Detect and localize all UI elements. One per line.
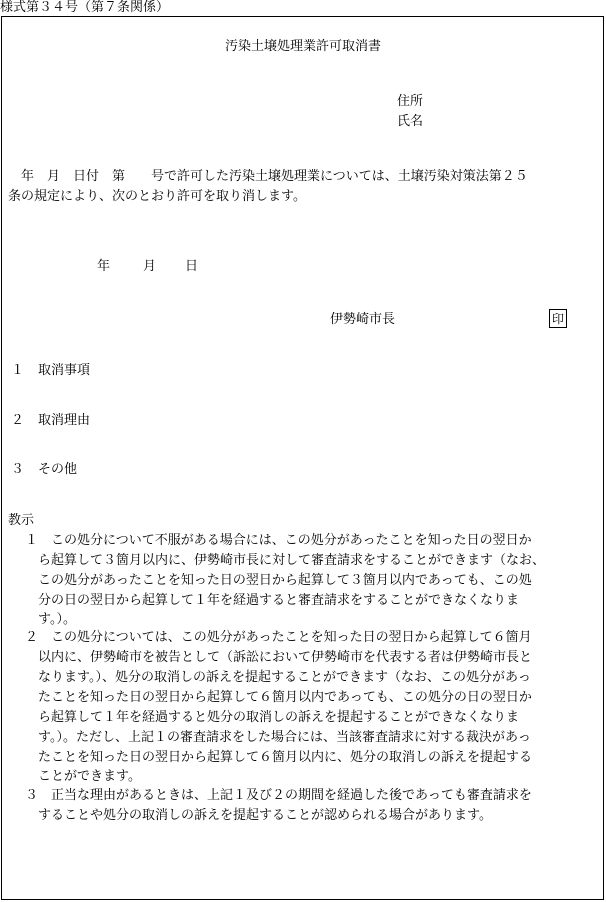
instruction-line: この処分があったことを知った日の翌日から起算して３箇月以内であっても、この処 — [38, 573, 532, 588]
instruction-line: ことができます。 — [38, 769, 141, 784]
instruction-line: たことを知った日の翌日から起算して６箇月以内に、処分の取消しの訴えを提起する — [38, 750, 533, 765]
instruction-line: なります。）、処分の取消しの訴えを提起することができます（なお、この処分があっ — [38, 670, 531, 685]
instruction-line: することや処分の取消しの訴えを提起することが認められる場合があります。 — [38, 808, 492, 823]
instruction-line: ２ この処分については、この処分があったことを知った日の翌日から起算して６箇月 — [25, 630, 532, 645]
item-number: ３ — [11, 462, 25, 477]
item-other — [11, 463, 77, 476]
item-number: ２ — [11, 413, 25, 428]
instruction-line: す。）。 — [38, 612, 76, 627]
instruction-line: 分の日の翌日から起算して１年を経過すると審査請求をすることができなくなりま — [38, 593, 520, 608]
item-label: その他 — [38, 462, 78, 477]
item-label: 取消理由 — [38, 413, 91, 428]
instruction-line: ３ 正当な理由があるときは、上記１及び２の期間を経過した後であっても審査請求を — [25, 788, 532, 803]
instruction-line: す。）。ただし、上記１の審査請求をした場合には、当該審査請求に対する裁決があっ — [38, 730, 531, 745]
body-text-line-2: 条の規定により、次のとおり許可を取り消します。 — [8, 189, 306, 204]
document-title: 汚染土壌処理業許可取消書 — [224, 39, 381, 54]
form-number: 様式第３４号（第７条関係） — [0, 0, 170, 15]
instruction-line: たことを知った日の翌日から起算して６箇月以内であっても、この処分の日の翌日か — [38, 690, 532, 705]
address-label: 住所 — [397, 94, 424, 109]
instruction-line: ら起算して１年を経過すると処分の取消しの訴えを提起することができなくなりま — [38, 710, 520, 725]
body-text-line-1: 年 月 日付 第 号で許可した汚染土壌処理業については、土壌汚染対策法第２５ — [8, 169, 528, 184]
item-label: 取消事項 — [38, 363, 91, 378]
date-day: 日 — [185, 259, 199, 274]
instruction-line: 以内に、伊勢崎市を被告として（訴訟において伊勢崎市を代表する者は伊勢崎市長と — [38, 650, 533, 665]
date-year: 年 — [97, 259, 111, 274]
item-revocation-reason — [11, 414, 90, 427]
instruction-line: ら起算して３箇月以内に、伊勢崎市長に対して審査請求をすることができます（なお、 — [38, 553, 546, 568]
document-frame — [1, 16, 604, 900]
issuer-name: 伊勢崎市長 — [330, 312, 396, 327]
date-month: 月 — [143, 259, 157, 274]
name-label: 氏名 — [397, 114, 424, 129]
instruction-heading: 教示 — [8, 513, 35, 528]
item-number: １ — [11, 363, 25, 378]
instruction-line: １ この処分について不服がある場合には、この処分があったことを知った日の翌日か — [25, 533, 532, 548]
seal-mark: 印 — [549, 309, 567, 328]
item-revocation-matter — [11, 364, 90, 377]
